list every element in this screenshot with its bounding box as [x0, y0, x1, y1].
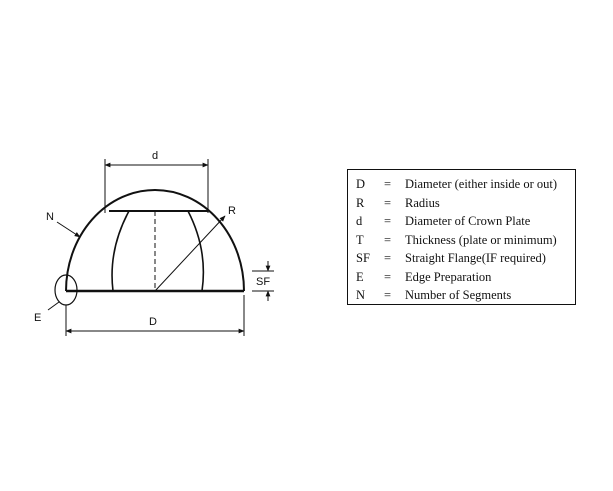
n-arrow [57, 222, 80, 237]
e-leader-line [48, 302, 59, 310]
legend-symbol: d [356, 214, 363, 228]
legend-row [356, 231, 575, 250]
legend-row [356, 175, 575, 194]
legend-row [356, 194, 575, 213]
r-label: R [228, 205, 236, 217]
legend-equals: = [384, 214, 392, 228]
legend-row [356, 268, 575, 287]
legend-equals: = [384, 177, 392, 191]
legend-symbol: D [356, 177, 366, 191]
legend-equals: = [384, 269, 392, 284]
legend-description: Thickness (plate or minimum) [405, 232, 557, 247]
legend-symbol: E [356, 269, 364, 284]
e-label: E [34, 312, 42, 324]
segment-line-left [112, 211, 129, 291]
legend-row [356, 286, 575, 305]
legend-box [347, 169, 576, 305]
legend-symbol: N [356, 288, 366, 302]
sf-label: SF [256, 276, 271, 288]
legend-symbol: SF [356, 251, 370, 265]
legend-row [356, 249, 575, 268]
legend-row [356, 212, 575, 231]
legend-description: Number of Segments [405, 288, 512, 302]
legend-description: Diameter (either inside or out) [405, 177, 558, 191]
segment-line-right [188, 211, 203, 291]
legend-equals: = [384, 288, 392, 302]
legend-description: Edge Preparation [405, 269, 492, 284]
n-label: N [46, 211, 54, 223]
legend-symbol: R [356, 195, 365, 210]
legend-symbol: T [356, 232, 364, 247]
legend-description: Radius [405, 195, 440, 210]
legend-equals: = [384, 195, 392, 210]
legend-equals: = [384, 232, 392, 247]
D-label: D [149, 316, 157, 328]
radius-line [155, 216, 225, 291]
legend-description: Diameter of Crown Plate [405, 214, 531, 228]
d-label: d [152, 150, 159, 162]
legend-description: Straight Flange(IF required) [405, 251, 546, 265]
legend-equals: = [384, 251, 392, 265]
